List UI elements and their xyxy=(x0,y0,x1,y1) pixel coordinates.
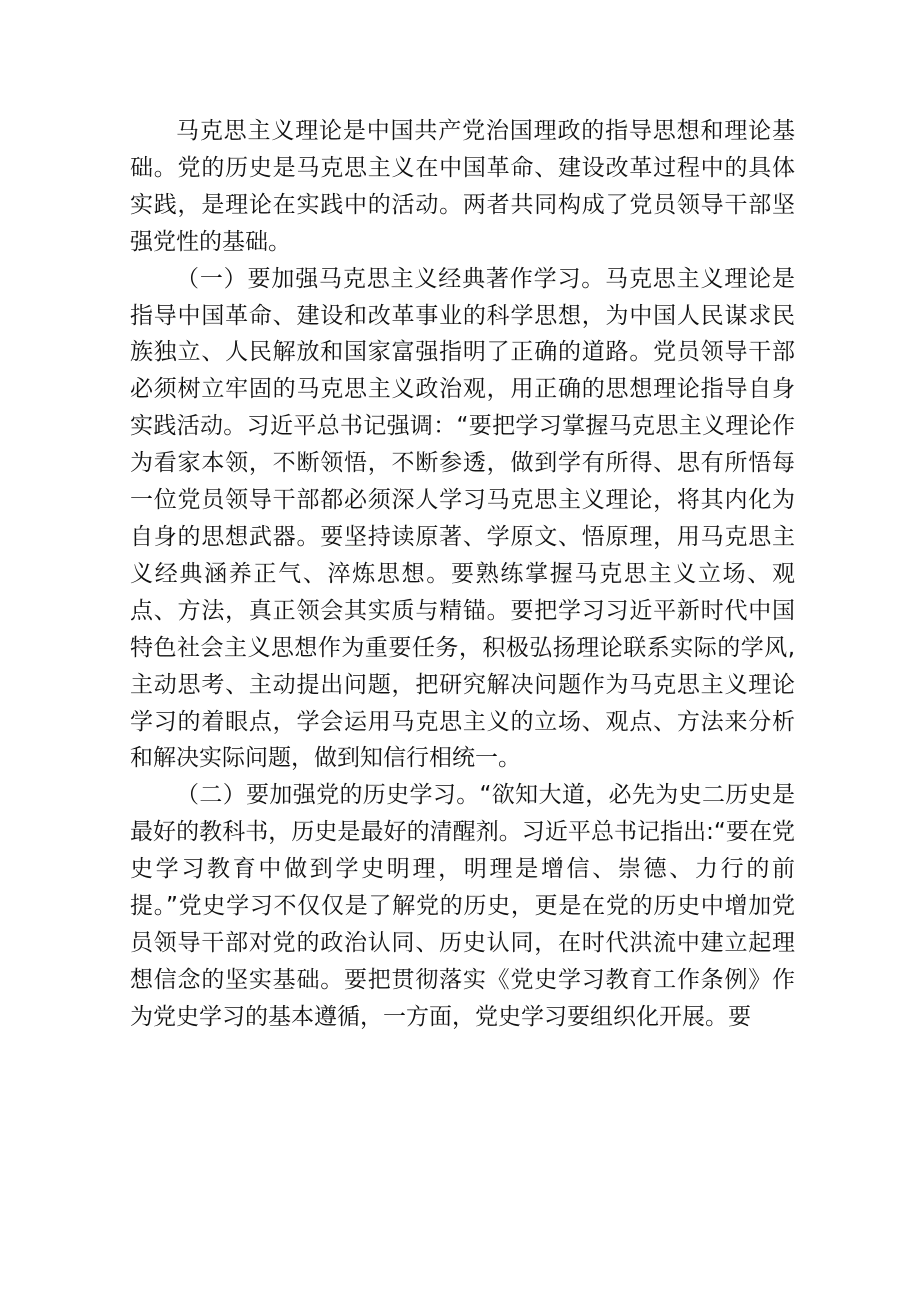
document-page xyxy=(130,113,795,1036)
section-two-paragraph: （二）要加强党的历史学习。“欲知大道，必先为史二历史是最好的教科书，历史是最好的清醒剂。习近平总书记指出:“要在党史学习教育中做到学史明理，明理是增信、崇德、力行的前提。”党史学习不仅仅是了解党的历史，更是在党的历史中增加党员领导干部对党的政治认同、历史认同，在时代洪流中建立起理想信念的坚实基础。要把贯彻落实《党史学习教育工作条例》作为党史学习的基本遵循，一方面，党史学习要组织化开展。要 xyxy=(130,782,795,1030)
section-one-paragraph: （一）要加强马克思主义经典著作学习。马克思主义理论是指导中国革命、建设和改革事业的科学思想，为中国人民谋求民族独立、人民解放和国家富强指明了正确的道路。党员领导干部必须树立牢固的马克思主义政治观，用正确的思想理论指导自身实践活动。习近平总书记强调：“要把学习掌握马克思主义理论作为看家本领，不断领悟，不断参透，做到学有所得、思有所悟每一位党员领导干部都必须深人学习马克思主义理论，将其内化为自身的思想武器。要坚持读原著、学原文、悟原理，用马克思主义经典涵养正气、淬炼思想。要熟练掌握马克思主义立场、观点、方法，真正领会其实质与精锚。要把学习习近平新时代中国特色社会主义思想作为重要任务，积极弘扬理论联系实际的学风,主动思考、主动提出问题，把研究解决问题作为马克思主义理论学习的着眼点，学会运用马克思主义的立场、观点、方法来分析和解决实际问题，做到知信行相统一。 xyxy=(130,265,795,772)
intro-paragraph: 马克思主义理论是中国共产党治国理政的指导思想和理论基础。党的历史是马克思主义在中国革命、建设改革过程中的具体实践，是理论在实践中的活动。两者共同构成了党员领导干部坚强党性的基础。 xyxy=(130,118,795,255)
